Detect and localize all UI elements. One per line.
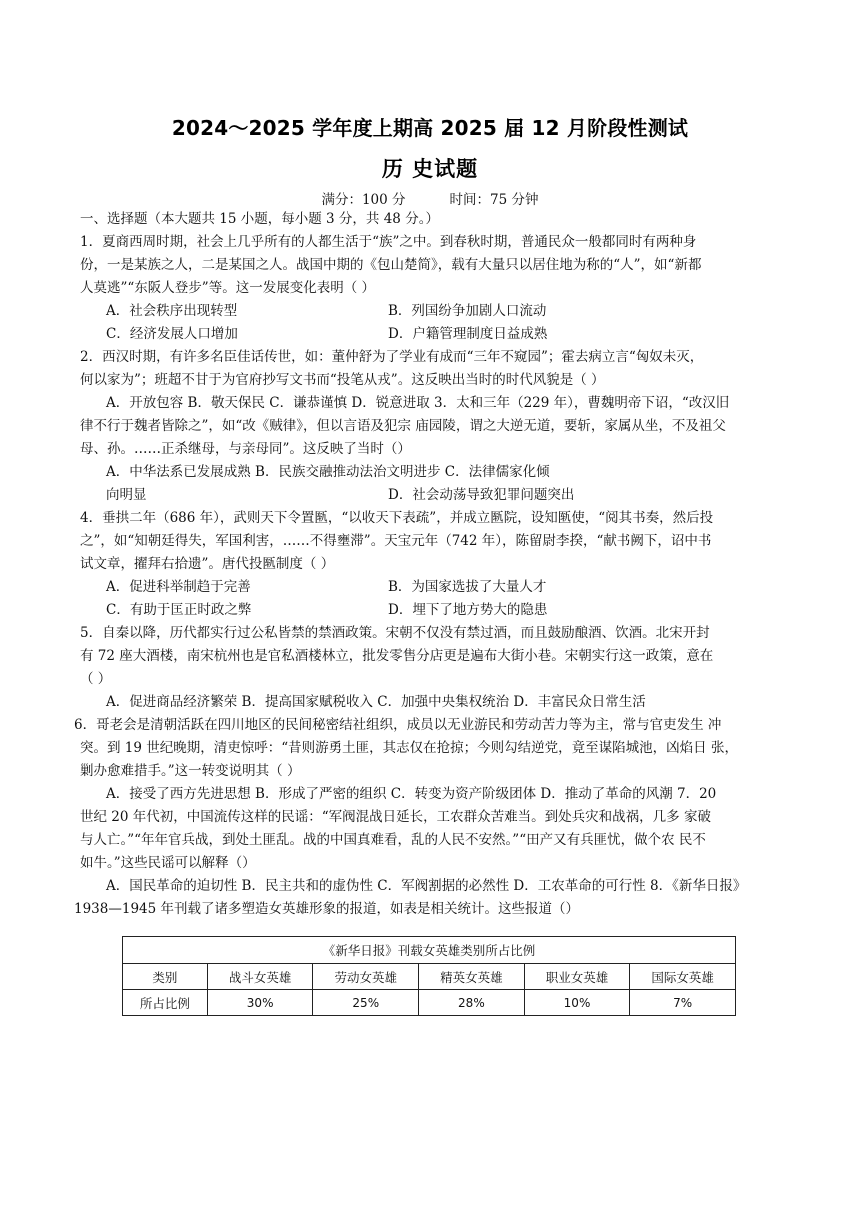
full-score: 满分：100 分 xyxy=(321,192,406,208)
q5-options-line: A．促进商品经济繁荣 B．提高国家赋税收入 C．加强中央集权统治 D．丰富民众日常生活 xyxy=(106,694,646,710)
table-cell: 10% xyxy=(524,990,630,1016)
q7-line: 与人亡。”“年年官兵战，到处土匪乱。战的中国真难看，乱的人民不安然。”“田产又有兵匪忧，做个农 民不 xyxy=(80,832,706,848)
exam-time: 时间：75 分钟 xyxy=(449,192,539,208)
q3-options-line: A．中华法系已发展成熟 B．民族交融推动法治文明进步 C．法律儒家化倾 xyxy=(106,464,550,480)
table-row xyxy=(123,990,736,1016)
table-row-header: 所占比例 xyxy=(123,990,208,1016)
q7-line: 世纪 20 年代初，中国流传这样的民谣：“军阀混战日延长，工农群众苦难当。到处兵灾和战祸，几多 家破 xyxy=(80,809,711,825)
exam-meta xyxy=(0,188,860,208)
q5-line: 有 72 座大酒楼，南宋杭州也是官私酒楼林立，批发零售分店更是遍布大街小巷。宋朝实行这一政策，意在 xyxy=(80,648,714,664)
q1-line: 份，一是某族之人，二是某国之人。战国中期的《包山楚简》，载有大量只以居住地为称的“人”，如“新都 xyxy=(80,257,702,273)
table-caption: 《新华日报》刊载女英雄类别所占比例 xyxy=(123,937,736,964)
q7-line: A．接受了西方先进思想 B．形成了严密的组织 C．转变为资产阶级团体 D．推动了革命的风潮 7．20 xyxy=(106,786,717,802)
table-cell: 战斗女英雄 xyxy=(207,964,313,990)
q1-option-c: C．经济发展人口增加 xyxy=(106,326,238,342)
q1-options-row xyxy=(80,300,786,323)
q7-line: 如牛。”这些民谣可以解释（） xyxy=(80,855,256,871)
q1-option-a: A．社会秩序出现转型 xyxy=(106,303,238,319)
table-cell: 25% xyxy=(313,990,419,1016)
section-heading: 一、选择题（本大题共 15 小题，每小题 3 分，共 48 分。） xyxy=(80,211,439,227)
subject-title: 历 史试题 xyxy=(381,157,479,181)
q4-option-c: C．有助于匡正时政之弊 xyxy=(106,602,252,618)
q3-option-d: D．社会动荡导致犯罪问题突出 xyxy=(388,487,575,503)
q3-line: A．开放包容 B．敬天保民 C．谦恭谨慎 D．锐意进取 3．太和三年（229 年），曹魏明帝下诏，“改汉旧 xyxy=(106,395,730,411)
table-row xyxy=(123,964,736,990)
exam-title: 2024～2025 学年度上期高 2025 届 12 月阶段性测试 xyxy=(171,116,689,140)
question-body xyxy=(74,208,786,921)
table-cell: 30% xyxy=(207,990,313,1016)
table-cell: 国际女英雄 xyxy=(630,964,736,990)
q3-option-c-cont: 向明显 xyxy=(106,487,147,503)
table-cell: 职业女英雄 xyxy=(524,964,630,990)
q2-line: 何以家为”；班超不甘于为官府抄写文书而“投笔从戎”。这反映出当时的时代风貌是（ ） xyxy=(80,372,605,388)
q3-line: 母、孙。……正杀继母，与亲母同”。这反映了当时（） xyxy=(80,441,411,457)
q4-line: 之”，如“知朝廷得失，军国利害，……不得壅滞”。天宝元年（742 年），陈留尉李揆，“献书阙下，诏中书 xyxy=(80,533,712,549)
table-cell: 28% xyxy=(419,990,525,1016)
q3-options-row xyxy=(80,484,786,507)
q8-line: A．国民革命的迫切性 B．民主共和的虚伪性 C．军阀割据的必然性 D．工农革命的可行性 8．《新华日报》 xyxy=(106,878,747,894)
q3-line: 律不行于魏者皆除之”，如“改《贼律》，但以言语及犯宗 庙园陵，谓之大逆无道，要斩，家属从坐，不及祖父 xyxy=(80,418,726,434)
q4-option-a: A．促进科举制趋于完善 xyxy=(106,579,251,595)
statistics-table-wrapper xyxy=(122,936,736,1016)
table-cell: 精英女英雄 xyxy=(419,964,525,990)
q1-option-b: B．列国纷争加剧人口流动 xyxy=(388,303,547,319)
q4-option-b: B．为国家选拔了大量人才 xyxy=(388,579,547,595)
q4-option-d: D．埋下了地方势大的隐患 xyxy=(388,602,548,618)
table-cell: 劳动女英雄 xyxy=(313,964,419,990)
table-row-header: 类别 xyxy=(123,964,208,990)
q6-line: 突。到 19 世纪晚期，清吏惊呼：“昔则游勇土匪，其志仅在抢掠；今则勾结逆党，竟至谋陷城池，凶焰日 张， xyxy=(80,740,738,756)
q1-options-row xyxy=(80,323,786,346)
q6-line: 6．哥老会是清朝活跃在四川地区的民间秘密结社组织，成员以无业游民和劳动苦力等为主，常与官吏发生 冲 xyxy=(74,717,722,733)
q5-line: 5．自秦以降，历代都实行过公私皆禁的禁酒政策。宋朝不仅没有禁过酒，而且鼓励酿酒、饮酒。北宋开封 xyxy=(80,625,710,641)
q1-option-d: D．户籍管理制度日益成熟 xyxy=(388,326,548,342)
q8-line: 1938—1945 年刊载了诸多塑造女英雄形象的报道，如表是相关统计。这些报道（） xyxy=(74,901,580,917)
statistics-table xyxy=(122,936,736,1016)
table-cell: 7% xyxy=(630,990,736,1016)
q4-options-row xyxy=(80,576,786,599)
q4-line: 4．垂拱二年（686 年），武则天下令置匦，“以收天下表疏”，并成立匦院，设知匦使，“阅其书奏，然后投 xyxy=(80,510,714,526)
q4-line: 试文章，擢拜右拾遗”。唐代投匦制度（ ） xyxy=(80,556,335,572)
q2-line: 2．西汉时期，有许多名臣佳话传世，如：董仲舒为了学业有成而“三年不窥园”；霍去病立言“匈奴未灭， xyxy=(80,349,704,365)
q5-line: （ ） xyxy=(80,671,112,687)
q1-line: 人莫逃”“东阪人登步”等。这一发展变化表明（ ） xyxy=(80,280,375,296)
q6-line: 剿办愈难措手。”这一转变说明其（ ） xyxy=(80,763,301,779)
q4-options-row xyxy=(80,599,786,622)
q1-line: 1．夏商西周时期，社会上几乎所有的人都生活于“族”之中。到春秋时期，普通民众一般都同时有两种身 xyxy=(80,234,697,250)
